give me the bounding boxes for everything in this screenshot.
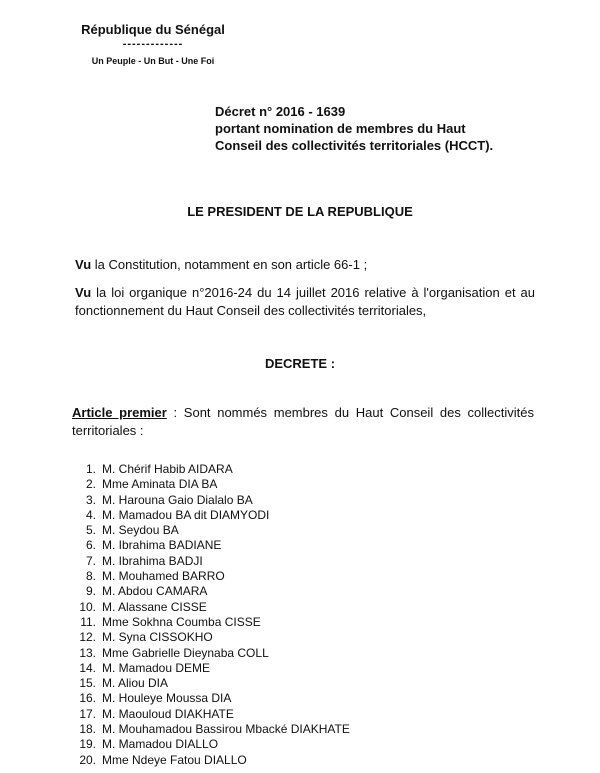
member-name: M. Mamadou DEME bbox=[102, 660, 211, 675]
visa-text: la Constitution, notamment en son article 66-1 ; bbox=[91, 257, 368, 272]
member-number: 8. bbox=[85, 569, 96, 584]
member-number: 1. bbox=[85, 462, 96, 476]
member-name: M. Syna CISSOKHO bbox=[102, 630, 213, 645]
member-name: M. Mouhamed BARRO bbox=[102, 569, 225, 584]
list-item bbox=[78, 554, 350, 569]
visa-lead: Vu bbox=[75, 257, 92, 272]
member-name: M. Abdou CAMARA bbox=[102, 584, 208, 599]
member-name: Mme Gabrielle Dieynaba COLL bbox=[102, 645, 269, 660]
article-text: : Sont nommés membres du Haut Conseil des collectivités territoriales : bbox=[72, 405, 534, 438]
member-number: 17. bbox=[79, 706, 96, 721]
decree-subject-line-2: Conseil des collectivités territoriales (HCCT). bbox=[215, 138, 494, 153]
list-item bbox=[78, 691, 350, 706]
member-name: Mme Sokhna Coumba CISSE bbox=[102, 614, 261, 629]
member-number: 14. bbox=[79, 660, 96, 675]
republic-name: République du Sénégal bbox=[81, 22, 225, 37]
list-item bbox=[78, 737, 350, 752]
list-item bbox=[78, 584, 350, 599]
visa-constitution bbox=[75, 256, 535, 274]
list-item bbox=[78, 615, 350, 630]
member-number: 18. bbox=[79, 722, 96, 737]
member-number: 6. bbox=[85, 538, 96, 553]
list-item bbox=[78, 630, 350, 645]
list-item bbox=[78, 753, 350, 768]
list-item bbox=[78, 676, 350, 691]
header-separator: ------------- bbox=[122, 38, 184, 50]
list-item bbox=[78, 477, 350, 492]
list-item bbox=[78, 707, 350, 722]
decree-number: Décret n° 2016 - 1639 bbox=[215, 104, 346, 119]
member-name: Mme Aminata DIA BA bbox=[102, 477, 218, 492]
member-number: 10. bbox=[79, 599, 96, 614]
member-number: 19. bbox=[79, 737, 96, 752]
decrete-heading: DECRETE : bbox=[264, 356, 336, 371]
list-item bbox=[78, 462, 350, 477]
member-number: 2. bbox=[85, 477, 96, 492]
member-number: 7. bbox=[85, 553, 96, 568]
list-item bbox=[78, 600, 350, 615]
article-label: Article premier bbox=[72, 405, 167, 420]
member-name: M. Mouhamadou Bassirou Mbacké DIAKHATE bbox=[102, 722, 350, 737]
national-motto: Un Peuple - Un But - Une Foi bbox=[91, 56, 215, 66]
member-name: M. Seydou BA bbox=[102, 523, 179, 538]
member-number: 5. bbox=[85, 523, 96, 538]
member-number: 3. bbox=[85, 492, 96, 507]
member-number: 4. bbox=[85, 507, 96, 522]
member-number: 16. bbox=[79, 691, 96, 706]
member-name: M. Maouloud DIAKHATE bbox=[102, 706, 234, 721]
member-name: M. Harouna Gaio Dialalo BA bbox=[102, 492, 253, 507]
list-item bbox=[78, 569, 350, 584]
member-number: 9. bbox=[85, 584, 96, 599]
article-premier bbox=[72, 404, 534, 440]
list-item bbox=[78, 508, 350, 523]
member-number: 20. bbox=[79, 752, 96, 767]
decree-heading bbox=[215, 103, 493, 154]
member-name: M. Mamadou BA dit DIAMYODI bbox=[102, 507, 270, 522]
list-item bbox=[78, 661, 350, 676]
member-name: Mme Ndeye Fatou DIALLO bbox=[102, 752, 247, 767]
member-name: M. Chérif Habib AIDARA bbox=[102, 462, 233, 476]
president-title: LE PRESIDENT DE LA REPUBLIQUE bbox=[187, 204, 413, 219]
list-item bbox=[78, 646, 350, 661]
member-name: M. Ibrahima BADIANE bbox=[102, 538, 222, 553]
list-item bbox=[78, 523, 350, 538]
member-name: M. Ibrahima BADJI bbox=[102, 553, 203, 568]
members-list bbox=[78, 462, 350, 768]
member-number: 12. bbox=[79, 630, 96, 645]
member-number: 11. bbox=[80, 614, 96, 629]
decree-subject-line-1: portant nomination de membres du Haut bbox=[215, 121, 466, 136]
visa-organic-law bbox=[75, 284, 535, 320]
list-item bbox=[78, 538, 350, 553]
member-name: M. Houleye Moussa DIA bbox=[102, 691, 232, 706]
list-item bbox=[78, 722, 350, 737]
letterhead bbox=[78, 22, 228, 66]
list-item bbox=[78, 493, 350, 508]
member-name: M. Mamadou DIALLO bbox=[102, 737, 219, 752]
visa-text: la loi organique n°2016-24 du 14 juillet 2016 relative à l'organisation et au fonctionnement du Haut Conseil des collectivités territoriales, bbox=[75, 285, 535, 318]
member-number: 13. bbox=[79, 645, 96, 660]
member-name: M. Alassane CISSE bbox=[102, 599, 207, 614]
member-name: M. Aliou DIA bbox=[102, 676, 169, 691]
member-number: 15. bbox=[79, 676, 96, 691]
visa-lead: Vu bbox=[75, 285, 92, 300]
